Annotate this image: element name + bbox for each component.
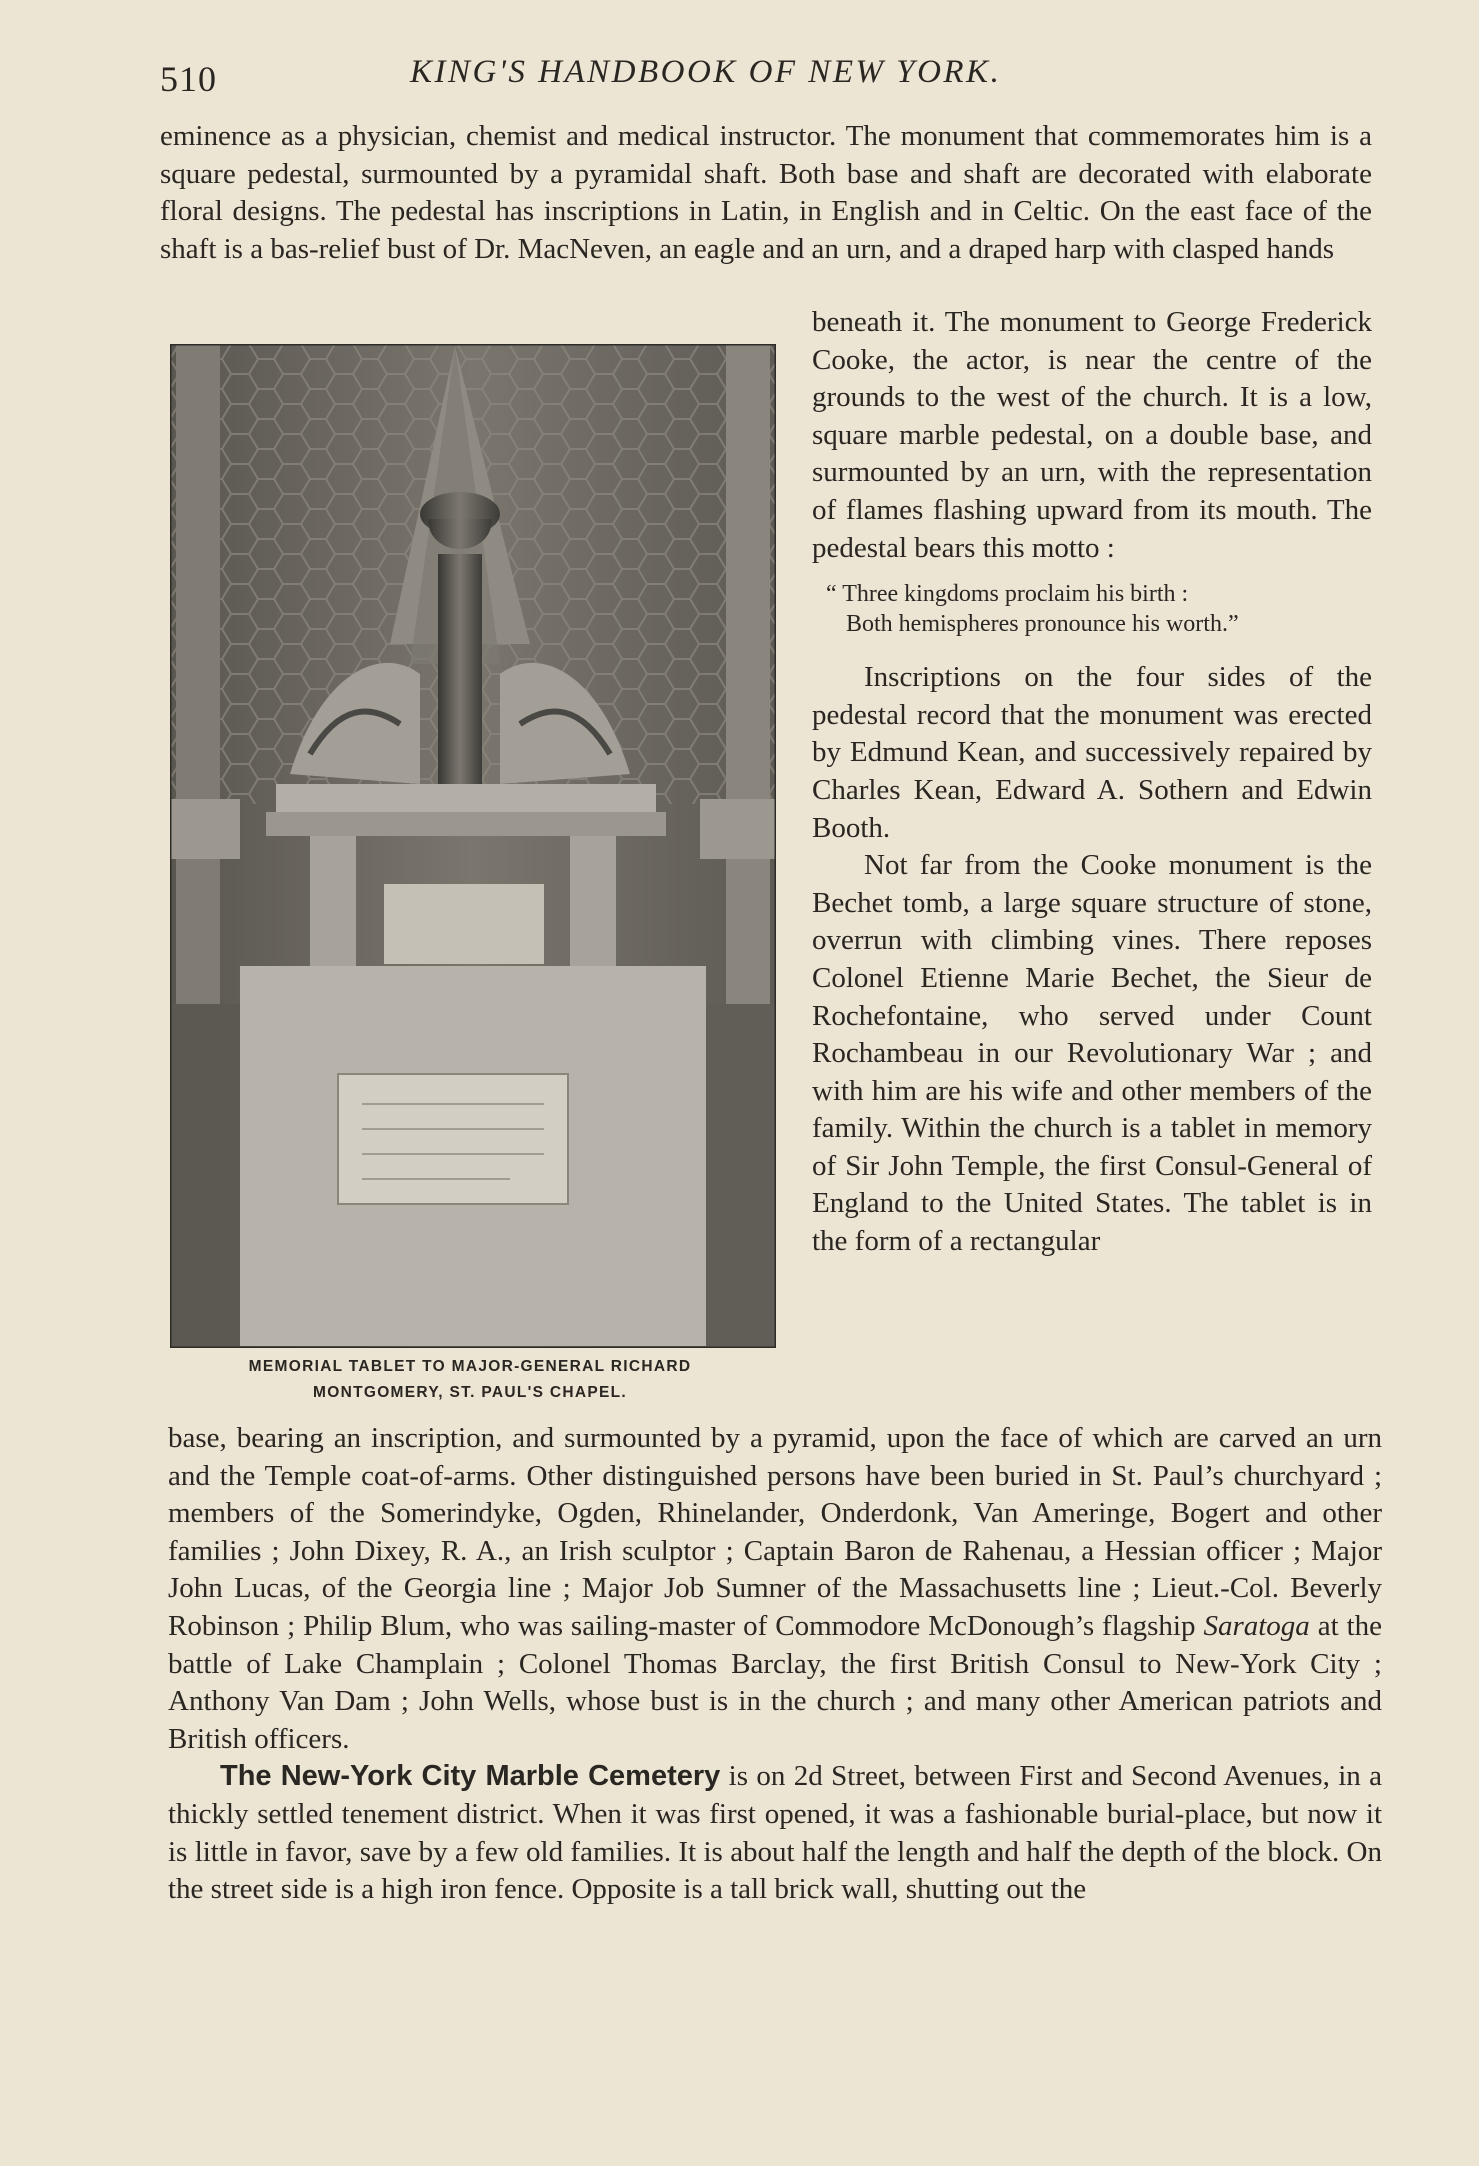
bottom-column xyxy=(168,1420,1382,1909)
bottom-para1-b: at the battle of Lake Champlain ; Colonel Thomas Barclay, the first British Consul to New-York City ; Anthony Van Dam ; John Wells, whose bust is in the church ; and many other American patriots and British officers. xyxy=(168,1609,1383,1755)
bottom-paragraph-2 xyxy=(168,1758,1382,1908)
right-paragraph-2: Inscriptions on the four sides of the pedestal record that the monument was erected by Edmund Kean, and successively repaired by Charles Kean, Edward A. Sothern and Edwin Booth. xyxy=(812,661,1372,844)
running-head: KING'S HANDBOOK OF NEW YORK. xyxy=(410,54,1002,90)
top-paragraph: eminence as a physician, chemist and medical instructor. The monument that commemorates him is a square pedestal, surmounted by a pyramidal shaft. Both base and shaft are decorated with elaborate floral designs. The pedestal has inscriptions in Latin, in English and in Celtic. On the east face of the shaft is a bas-relief bust of Dr. MacNeven, an eagle and an urn, and a draped harp with clasped hands xyxy=(160,120,1372,265)
motto-quote xyxy=(826,579,1372,639)
section-lead: The New-York City Marble Cemetery xyxy=(220,1760,721,1793)
motto-line-2: Both hemispheres pronounce his worth.” xyxy=(846,611,1239,638)
photo-illustration xyxy=(170,344,776,1348)
bottom-para2-rest: is on 2d Street, between First and Second Avenues, in a thickly settled tenement district. When it was first opened, it was a fashionable burial-place, but now it is little in favor, save by a few old families. It is about half the length and half the depth of the block. On the street side is a high iron fence. Opposite is a tall brick wall, shutting out the xyxy=(168,1760,1382,1906)
photo-caption xyxy=(150,1354,790,1406)
page-number: 510 xyxy=(160,59,217,99)
caption-line-1: MEMORIAL TABLET TO MAJOR-GENERAL RICHARD xyxy=(248,1358,692,1375)
caption-line-2: MONTGOMERY, ST. PAUL'S CHAPEL. xyxy=(313,1384,627,1401)
memorial-tablet-photo xyxy=(170,344,776,1348)
page-header xyxy=(160,52,1180,102)
right-paragraph-1: beneath it. The monument to George Frederick Cooke, the actor, is near the centre of the grounds to the west of the church. It is a low, square marble pedestal, on a double base, and surmounted by an urn, with the representation of flames flashing upward from its mouth. The pedestal bears this motto : xyxy=(812,306,1372,564)
bottom-paragraph-1 xyxy=(168,1420,1382,1758)
right-paragraph-3: Not far from the Cooke monument is the Bechet tomb, a large square structure of stone, overrun with climbing vines. There reposes Colonel Etienne Marie Bechet, the Sieur de Rochefontaine, who served under Count Rochambeau in our Revolutionary War ; and with him are his wife and other members of the family. Within the church is a tablet in memory of Sir John Temple, the first Consul-General of England to the United States. The tablet is in the form of a rectangular xyxy=(812,849,1372,1258)
motto-line-1: “ Three kingdoms proclaim his birth : xyxy=(826,581,1189,608)
ship-name: Saratoga xyxy=(1203,1609,1310,1642)
right-column xyxy=(812,304,1372,1261)
bottom-para1-a: base, bearing an inscription, and surmounted by a pyramid, upon the face of which are carved an urn and the Temple coat-of-arms. Other distinguished persons have been buried in St. Paul’s churchyard ; members of the Somerindyke, Ogden, Rhinelander, Onderdonk, Van Ameringe, Bogert and other families ; John Dixey, R. A., an Irish sculptor ; Captain Baron de Rahenau, a Hessian officer ; Major John Lucas, of the Georgia line ; Major Job Sumner of the Massachusetts line ; Lieut.-Col. Beverly Robinson ; Philip Blum, who was sailing-master of Commodore McDonough’s flagship xyxy=(168,1422,1382,1642)
